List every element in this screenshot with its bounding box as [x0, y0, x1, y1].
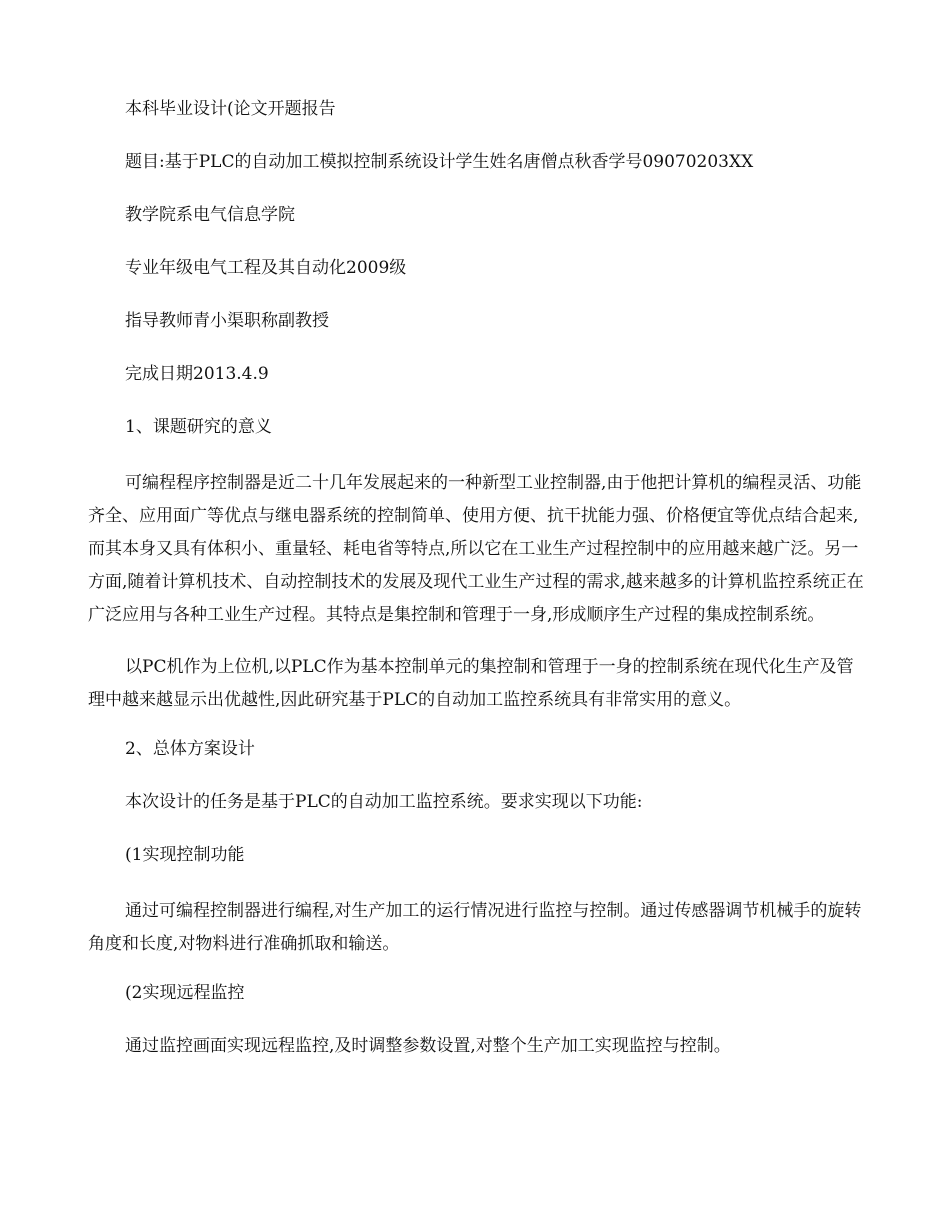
item1-heading: (1实现控制功能: [125, 845, 245, 865]
section1-heading: 1、课题研究的意义: [125, 417, 272, 437]
major-line: 专业年级电气工程及其自动化2009级: [125, 258, 407, 278]
report-title: 本科毕业设计(论文开题报告: [125, 99, 336, 119]
topic-line: 题目:基于PLC的自动加工模拟控制系统设计学生姓名唐僧点秋香学号09070203XX: [125, 152, 754, 172]
section1-paragraph-1: 可编程程序控制器是近二十几年发展起来的一种新型工业控制器,由于他把计算机的编程灵活、功能齐全、应用面广等优点与继电器系统的控制简单、使用方便、抗干扰能力强、价格便宜等优点结合起来,而其本身又具有体积小、重量轻、耗电省等特点,所以它在工业生产过程控制中的应用越来越广泛。另一方面,随着计算机技术、自动控制技术的发展及现代工业生产过程的需求,越来越多的计算机监控系统正在广泛应用与各种工业生产过程。其特点是集控制和管理于一身,形成顺序生产过程的集成控制系统。: [88, 473, 864, 625]
section2-intro: 本次设计的任务是基于PLC的自动加工监控系统。要求实现以下功能:: [125, 792, 643, 812]
item2-text: 通过监控画面实现远程监控,及时调整参数设置,对整个生产加工实现监控与控制。: [125, 1036, 731, 1056]
section1-paragraph-2: 以PC机作为上位机,以PLC作为基本控制单元的集控制和管理于一身的控制系统在现代化生产及管理中越来越显示出优越性,因此研究基于PLC的自动加工监控系统具有非常实用的意义。: [88, 657, 854, 710]
school-line: 教学院系电气信息学院: [125, 205, 295, 225]
advisor-line: 指导教师青小渠职称副教授: [125, 311, 329, 331]
item1-text: 通过可编程控制器进行编程,对生产加工的运行情况进行监控与控制。通过传感器调节机械手的旋转角度和长度,对物料进行准确抓取和输送。: [88, 901, 862, 954]
date-line: 完成日期2013.4.9: [125, 364, 269, 384]
item2-heading: (2实现远程监控: [125, 983, 245, 1003]
section2-heading: 2、总体方案设计: [125, 739, 255, 759]
